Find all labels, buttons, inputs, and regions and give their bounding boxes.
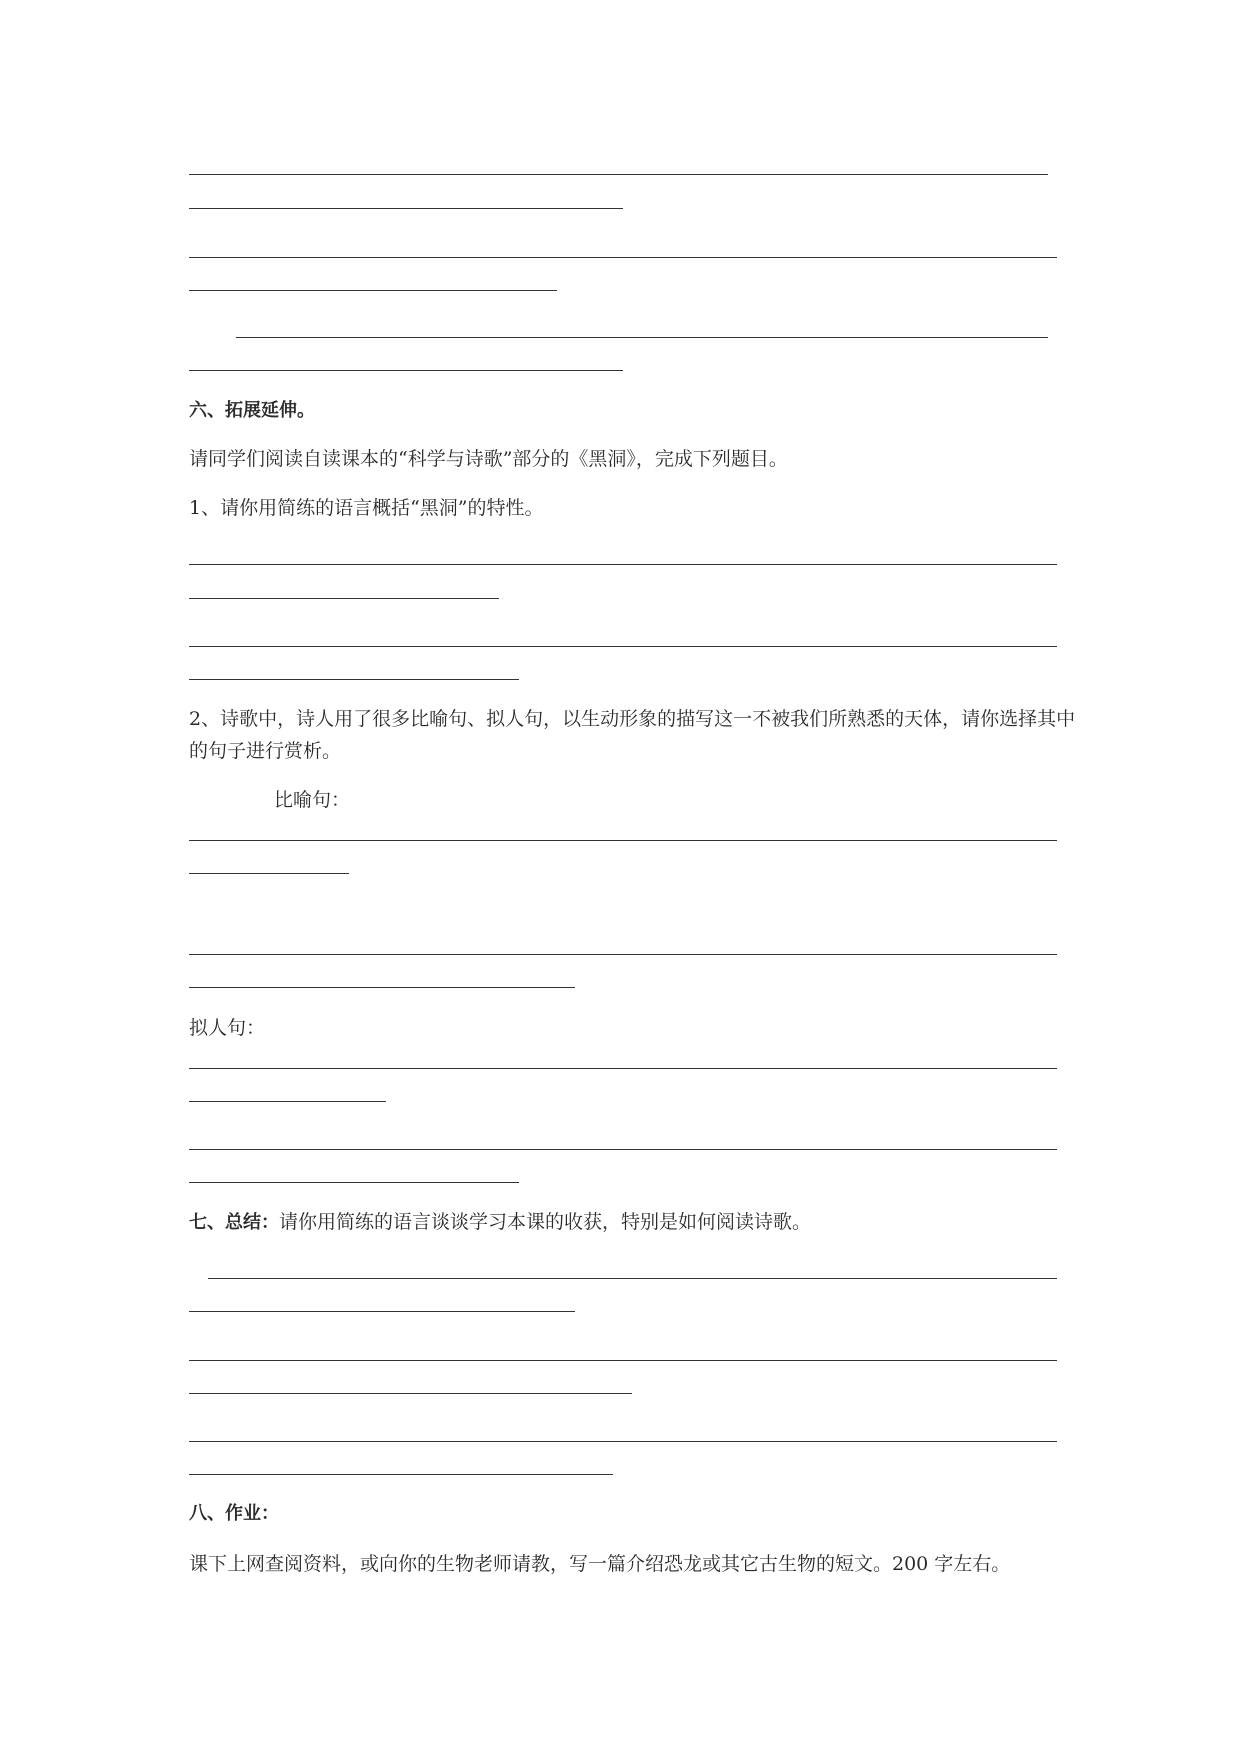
answer-line xyxy=(189,257,1057,258)
answer-line xyxy=(189,1441,1057,1442)
section-6-intro: 请同学们阅读自读课本的“科学与诗歌”部分的《黑洞》，完成下列题目。 xyxy=(189,448,788,470)
answer-line xyxy=(189,598,499,599)
answer-line xyxy=(189,1068,1057,1069)
answer-line xyxy=(189,1393,632,1394)
answer-line xyxy=(189,1360,1057,1361)
answer-line xyxy=(189,370,623,371)
question-1: 1、请你用简练的语言概括“黑洞”的特性。 xyxy=(189,497,544,519)
answer-line xyxy=(189,840,1057,841)
answer-line xyxy=(189,1311,575,1312)
answer-line xyxy=(236,337,1048,338)
answer-line xyxy=(189,873,349,874)
answer-line xyxy=(189,564,1057,565)
question-2-line-1: 2、诗歌中，诗人用了很多比喻句、拟人句，以生动形象的描写这一不被我们所熟悉的天体，请你选择其中 xyxy=(189,708,1076,730)
homework-text: 课下上网查阅资料，或向你的生物老师请教，写一篇介绍恐龙或其它古生物的短文。200 字左右。 xyxy=(189,1553,1011,1575)
section-6-heading: 六、拓展延伸。 xyxy=(189,400,315,421)
section-7-heading: 七、总结 xyxy=(189,1212,261,1233)
answer-line xyxy=(189,1149,1057,1150)
answer-line xyxy=(189,679,519,680)
answer-line xyxy=(189,1182,519,1183)
section-7-prompt: 请你用简练的语言谈谈学习本课的收获，特别是如何阅读诗歌。 xyxy=(279,1211,812,1233)
answer-line xyxy=(189,174,1048,175)
question-2-line-2: 的句子进行赏析。 xyxy=(189,740,342,762)
section-7-colon: ： xyxy=(261,1212,279,1233)
personification-label: 拟人句： xyxy=(189,1017,266,1039)
section-7 xyxy=(189,1210,811,1235)
answer-line xyxy=(208,1278,1057,1279)
answer-line xyxy=(189,646,1057,647)
answer-line xyxy=(189,208,623,209)
answer-line xyxy=(189,290,557,291)
answer-line xyxy=(189,987,575,988)
answer-line xyxy=(189,1474,613,1475)
metaphor-label: 比喻句： xyxy=(274,789,351,811)
answer-line xyxy=(189,1101,386,1102)
answer-line xyxy=(189,954,1057,955)
section-8-heading: 八、作业： xyxy=(189,1503,279,1524)
